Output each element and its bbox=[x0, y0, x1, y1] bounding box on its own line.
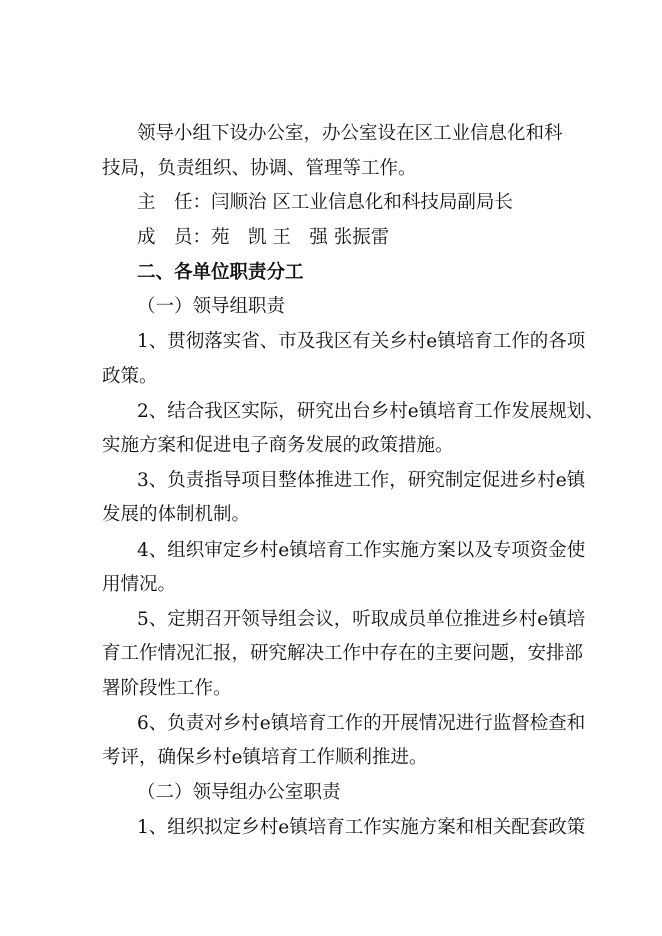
text-line: 成 员：苑 凯 王 强 张振雷 bbox=[137, 227, 390, 248]
text-line: 发展的体制机制。 bbox=[102, 504, 251, 525]
text-line: 2、结合我区实际，研究出台乡村e镇培育工作发展规划、 bbox=[137, 401, 604, 422]
text-line: 育工作情况汇报，研究解决工作中存在的主要问题，安排部 bbox=[102, 643, 584, 664]
subsection-heading: （一）领导组职责 bbox=[137, 296, 286, 317]
text-line: 4、组织审定乡村e镇培育工作实施方案以及专项资金使 bbox=[137, 540, 586, 561]
text-line: 实施方案和促进电子商务发展的政策措施。 bbox=[102, 435, 454, 456]
text-line: 6、负责对乡村e镇培育工作的开展情况进行监督检查和 bbox=[137, 713, 586, 734]
text-line: 政策。 bbox=[102, 366, 158, 387]
text-line: 署阶段性工作。 bbox=[102, 678, 232, 699]
text-line: 用情况。 bbox=[102, 574, 177, 595]
text-line: 5、定期召开领导组会议，听取成员单位推进乡村e镇培 bbox=[137, 609, 586, 630]
subsection-heading: （二）领导组办公室职责 bbox=[137, 782, 341, 803]
text-line: 3、负责指导项目整体推进工作，研究制定促进乡村e镇 bbox=[137, 470, 586, 491]
text-line: 1、组织拟定乡村e镇培育工作实施方案和相关配套政策 bbox=[137, 817, 586, 838]
text-line: 技局，负责组织、协调、管理等工作。 bbox=[102, 158, 417, 179]
text-line: 考评，确保乡村e镇培育工作顺利推进。 bbox=[102, 747, 428, 768]
section-heading: 二、各单位职责分工 bbox=[137, 262, 304, 283]
text-line: 主 任：闫顺治 区工业信息化和科技局副局长 bbox=[137, 192, 513, 213]
text-line: 领导小组下设办公室，办公室设在区工业信息化和科 bbox=[137, 123, 563, 144]
text-line: 1、贯彻落实省、市及我区有关乡村e镇培育工作的各项 bbox=[137, 331, 586, 352]
